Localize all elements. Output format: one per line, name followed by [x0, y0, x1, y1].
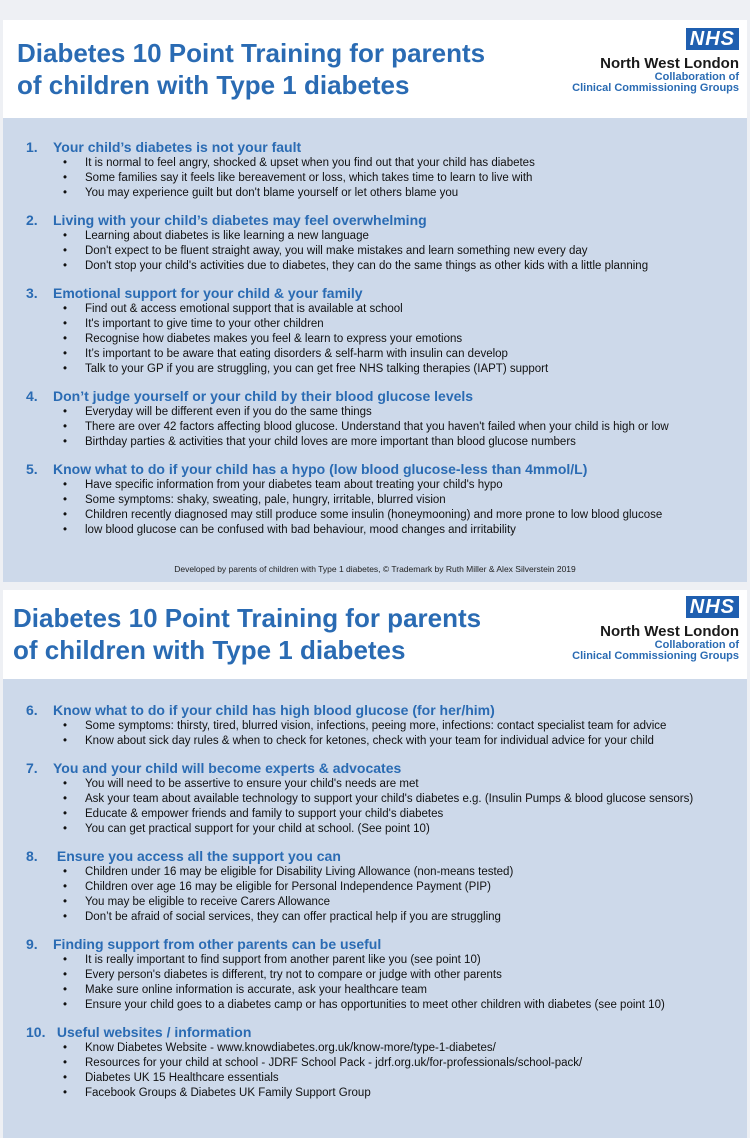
logo-subtitle-1: Collaboration of: [654, 639, 739, 651]
bullet-item: • It’s important to be aware that eating disorders & self-harm with insulin can develop: [3, 347, 747, 362]
title-line-2: of children with Type 1 diabetes: [17, 70, 410, 100]
point-title: Useful websites / information: [53, 1024, 252, 1040]
bullet-item: • It's important to give time to your other children: [3, 317, 747, 332]
training-point: [3, 847, 747, 925]
bullet-item: • You will need to be assertive to ensure your child's needs are met: [3, 777, 747, 792]
page-header: [3, 20, 747, 118]
point-heading: [3, 759, 747, 777]
training-point: [3, 759, 747, 837]
training-point: [3, 387, 747, 450]
point-heading: [3, 701, 747, 719]
point-title: You and your child will become experts & advocates: [53, 760, 402, 776]
point-title: Know what to do if your child has a hypo (low blood glucose-less than 4mmol/L): [53, 461, 588, 477]
point-title: Living with your child’s diabetes may feel overwhelming: [53, 212, 427, 228]
bullet-item: • Ask your team about available technology to support your child's diabetes e.g. (Insulin Pumps & blood glucose sensors): [3, 792, 747, 807]
bullet-item: • Educate & empower friends and family to support your child's diabetes: [3, 807, 747, 822]
point-title: Don’t judge yourself or your child by their blood glucose levels: [53, 388, 474, 404]
training-point: [3, 460, 747, 538]
training-sheet-page-2: [3, 590, 747, 1138]
bullet-item: • Children recently diagnosed may still produce some insulin (honeymooning) and more prone to low blood glucose: [3, 508, 747, 523]
logo-org-name: North West London: [600, 623, 739, 640]
point-bullets: [3, 953, 747, 1013]
bullet-item: • Birthday parties & activities that your child loves are more important than blood glucose numbers: [3, 435, 747, 450]
bullet-item: • Some families say it feels like bereavement or loss, which takes time to learn to live with: [3, 171, 747, 186]
point-bullets: [3, 719, 747, 749]
page-footer: Developed by parents of children with Type 1 diabetes, © Trademark by Ruth Miller & Alex Silverstein 2019: [174, 564, 576, 574]
training-sheet-page-1: [3, 20, 747, 582]
point-title: Finding support from other parents can be useful: [53, 936, 382, 952]
bullet-item: • You can get practical support for your child at school. (See point 10): [3, 822, 747, 837]
page-title: [17, 37, 485, 101]
point-bullets: [3, 302, 747, 377]
point-bullets: [3, 229, 747, 274]
bullet-item: • Every person's diabetes is different, try not to compare or judge with other parents: [3, 968, 747, 983]
points-list: [3, 138, 747, 548]
point-heading: [3, 847, 747, 865]
training-point: [3, 211, 747, 274]
point-bullets: [3, 156, 747, 201]
training-point: [3, 701, 747, 749]
training-point: [3, 138, 747, 201]
bullet-item: • Know about sick day rules & when to check for ketones, check with your team for individual advice for your child: [3, 734, 747, 749]
bullet-item: • Children over age 16 may be eligible for Personal Independence Payment (PIP): [3, 880, 747, 895]
bullet-item: • low blood glucose can be confused with bad behaviour, mood changes and irritability: [3, 523, 747, 538]
point-heading: [3, 138, 747, 156]
point-heading: [3, 935, 747, 953]
point-number: 10.: [26, 1024, 46, 1040]
bullet-item: • Children under 16 may be eligible for Disability Living Allowance (non-means tested): [3, 865, 747, 880]
bullet-item: • Know Diabetes Website - www.knowdiabetes.org.uk/know-more/type-1-diabetes/: [3, 1041, 747, 1056]
training-point: [3, 1023, 747, 1101]
bullet-item: • Everyday will be different even if you do the same things: [3, 405, 747, 420]
title-line-1: Diabetes 10 Point Training for parents: [13, 603, 482, 633]
point-number: 5.: [26, 461, 38, 477]
point-number: 1.: [26, 139, 38, 155]
point-bullets: [3, 777, 747, 837]
logo-subtitle-2: Clinical Commissioning Groups: [572, 650, 739, 662]
bullet-item: • Talk to your GP if you are struggling, you can get free NHS talking therapies (IAPT) support: [3, 362, 747, 377]
point-heading: [3, 284, 747, 302]
bullet-item: • Resources for your child at school - JDRF School Pack - jdrf.org.uk/for-professionals/school-pack/: [3, 1056, 747, 1071]
logo-subtitle-1: Collaboration of: [654, 71, 739, 83]
point-number: 6.: [26, 702, 38, 718]
point-bullets: [3, 865, 747, 925]
logo-org-name: North West London: [600, 55, 739, 72]
point-number: 3.: [26, 285, 38, 301]
point-heading: [3, 460, 747, 478]
bullet-item: • Some symptoms: thirsty, tired, blurred vision, infections, peeing more, infections: contact specialist team for advice: [3, 719, 747, 734]
point-bullets: [3, 478, 747, 538]
points-list: [3, 701, 747, 1111]
title-line-1: Diabetes 10 Point Training for parents: [17, 38, 486, 68]
bullet-item: • Facebook Groups & Diabetes UK Family Support Group: [3, 1086, 747, 1101]
nhs-logo: [539, 28, 739, 94]
page-title: [13, 602, 481, 666]
point-title: Your child’s diabetes is not your fault: [53, 139, 302, 155]
bullet-item: • Diabetes UK 15 Healthcare essentials: [3, 1071, 747, 1086]
point-number: 2.: [26, 212, 38, 228]
bullet-item: • You may experience guilt but don't blame yourself or let others blame you: [3, 186, 747, 201]
point-heading: [3, 1023, 747, 1041]
point-bullets: [3, 405, 747, 450]
bullet-item: • Some symptoms: shaky, sweating, pale, hungry, irritable, blurred vision: [3, 493, 747, 508]
page-header: [3, 590, 747, 679]
point-number: 8.: [26, 848, 38, 864]
nhs-badge: NHS: [686, 28, 739, 50]
bullet-item: • You may be eligible to receive Carers Allowance: [3, 895, 747, 910]
nhs-badge: NHS: [686, 596, 739, 618]
point-bullets: [3, 1041, 747, 1101]
bullet-item: • Make sure online information is accurate, ask your healthcare team: [3, 983, 747, 998]
point-title: Know what to do if your child has high blood glucose (for her/him): [53, 702, 495, 718]
bullet-item: • There are over 42 factors affecting blood glucose. Understand that you haven't failed when your child is high or low: [3, 420, 747, 435]
bullet-item: • Ensure your child goes to a diabetes camp or has opportunities to meet other children with diabetes (see point 10): [3, 998, 747, 1013]
nhs-logo: [539, 596, 739, 662]
bullet-item: • Don't stop your child's activities due to diabetes, they can do the same things as other kids with a little planning: [3, 259, 747, 274]
bullet-item: • Find out & access emotional support that is available at school: [3, 302, 747, 317]
bullet-item: • Learning about diabetes is like learning a new language: [3, 229, 747, 244]
point-number: 4.: [26, 388, 38, 404]
bullet-item: • Don’t be afraid of social services, they can offer practical help if you are struggling: [3, 910, 747, 925]
bullet-item: • Don't expect to be fluent straight away, you will make mistakes and learn something new every day: [3, 244, 747, 259]
point-title: Emotional support for your child & your family: [53, 285, 363, 301]
bullet-item: • It is really important to find support from another parent like you (see point 10): [3, 953, 747, 968]
point-number: 9.: [26, 936, 38, 952]
point-heading: [3, 387, 747, 405]
training-point: [3, 284, 747, 377]
point-title: Ensure you access all the support you can: [53, 848, 341, 864]
bullet-item: • It is normal to feel angry, shocked & upset when you find out that your child has diabetes: [3, 156, 747, 171]
training-point: [3, 935, 747, 1013]
bullet-item: • Recognise how diabetes makes you feel & learn to express your emotions: [3, 332, 747, 347]
logo-subtitle-2: Clinical Commissioning Groups: [572, 82, 739, 94]
title-line-2: of children with Type 1 diabetes: [13, 635, 406, 665]
bullet-item: • Have specific information from your diabetes team about treating your child's hypo: [3, 478, 747, 493]
point-heading: [3, 211, 747, 229]
point-number: 7.: [26, 760, 38, 776]
